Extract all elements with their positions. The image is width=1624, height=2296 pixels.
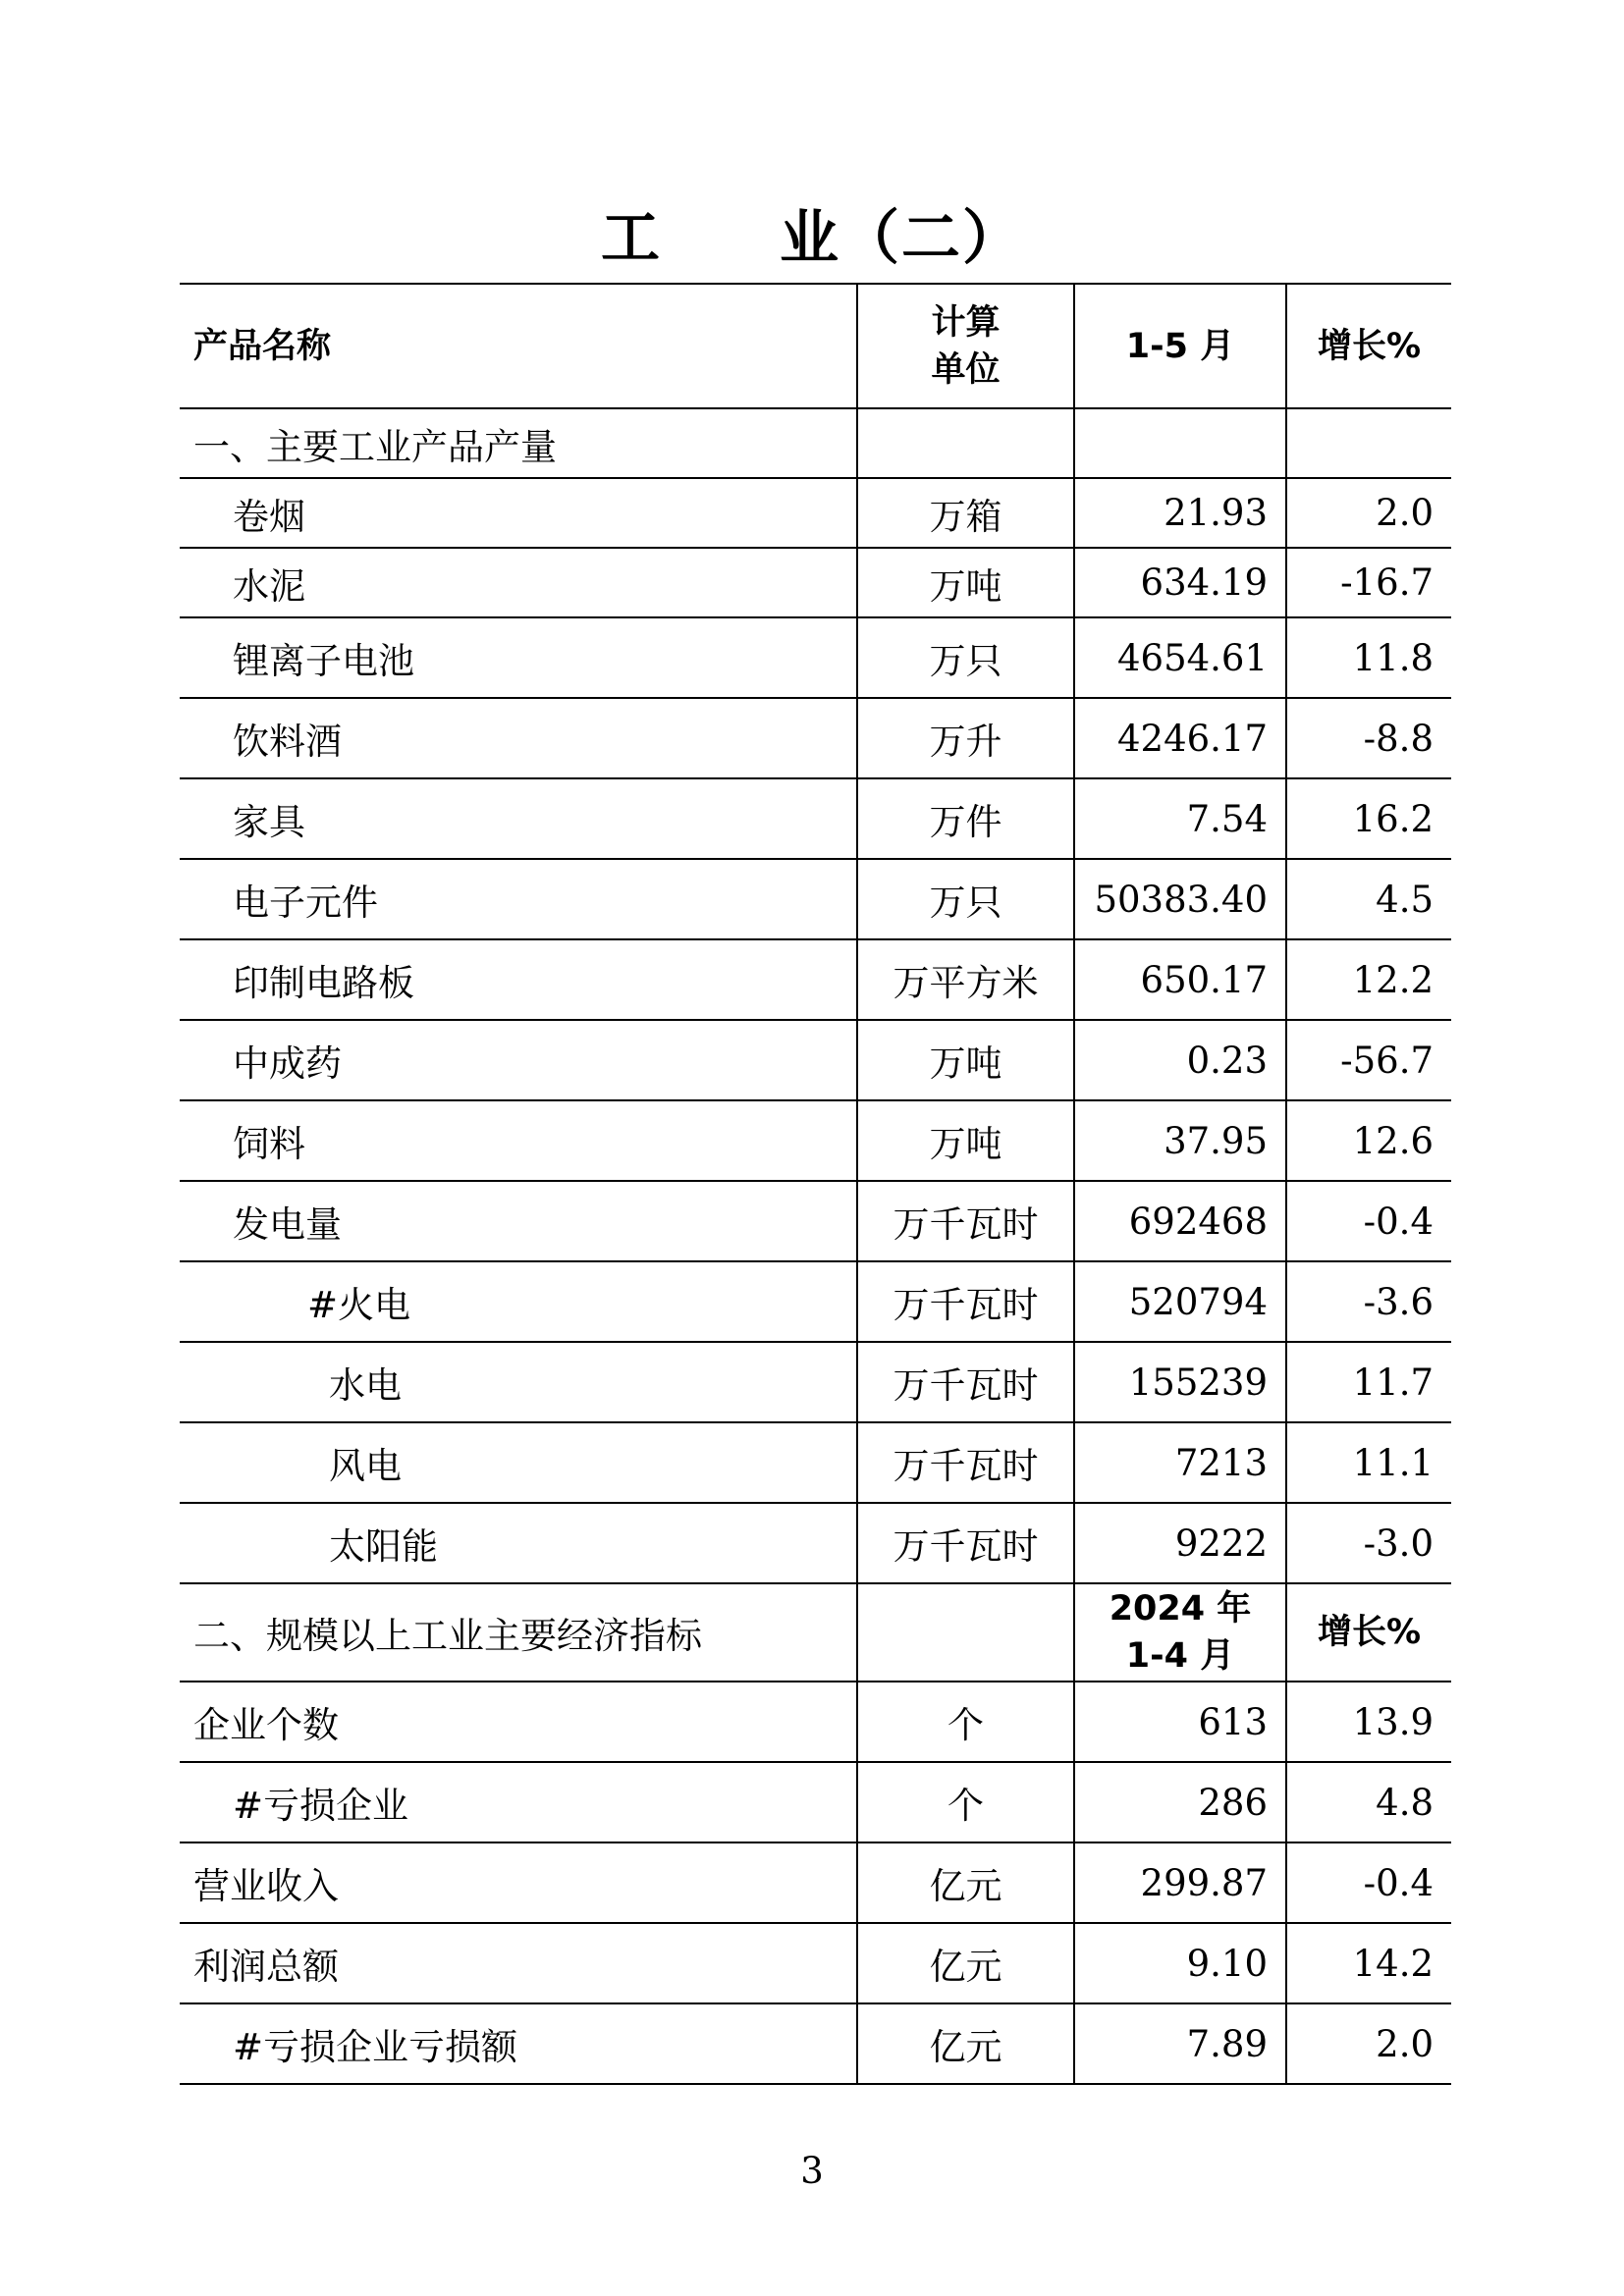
table-row [180, 2003, 1451, 2084]
product-growth: 11.7 [1286, 1342, 1451, 1422]
table-row [180, 859, 1451, 939]
product-name: 饲料 [180, 1100, 857, 1181]
table-row [180, 698, 1451, 778]
product-name: 水电 [180, 1342, 857, 1422]
indicator-name: #亏损企业 [180, 1762, 857, 1842]
table-row [180, 778, 1451, 859]
product-unit: 万箱 [857, 478, 1074, 548]
product-unit: 万件 [857, 778, 1074, 859]
table-row [180, 939, 1451, 1020]
table-row [180, 1100, 1451, 1181]
indicator-name: 利润总额 [180, 1923, 857, 2003]
product-unit: 万千瓦时 [857, 1422, 1074, 1503]
product-name: 家具 [180, 778, 857, 859]
product-unit: 万升 [857, 698, 1074, 778]
product-growth: -8.8 [1286, 698, 1451, 778]
table-row [180, 1261, 1451, 1342]
product-value: 37.95 [1074, 1100, 1286, 1181]
product-name: 中成药 [180, 1020, 857, 1100]
product-value: 4654.61 [1074, 617, 1286, 698]
indicator-unit: 亿元 [857, 2003, 1074, 2084]
indicator-growth: -0.4 [1286, 1842, 1451, 1923]
table-row [180, 617, 1451, 698]
table-row [180, 478, 1451, 548]
product-value: 4246.17 [1074, 698, 1286, 778]
page-title [0, 194, 1624, 283]
indicator-unit: 亿元 [857, 1842, 1074, 1923]
product-value: 692468 [1074, 1181, 1286, 1261]
product-value: 7213 [1074, 1422, 1286, 1503]
table-row [180, 1020, 1451, 1100]
product-value: 9222 [1074, 1503, 1286, 1583]
section-period-line1: 2024 年 [1109, 1589, 1252, 1629]
product-growth: -56.7 [1286, 1020, 1451, 1100]
table-row [180, 1503, 1451, 1583]
table-row [180, 1762, 1451, 1842]
indicator-growth: 2.0 [1286, 2003, 1451, 2084]
product-unit: 万千瓦时 [857, 1342, 1074, 1422]
header-growth: 增长% [1286, 284, 1451, 408]
table-header-row [180, 284, 1451, 408]
product-growth: 11.1 [1286, 1422, 1451, 1503]
page-title-part1: 工 [601, 204, 662, 273]
industry-statistics-table [180, 283, 1451, 2085]
product-unit: 万平方米 [857, 939, 1074, 1020]
product-value: 520794 [1074, 1261, 1286, 1342]
page-number: 3 [800, 2150, 824, 2192]
product-unit: 万只 [857, 617, 1074, 698]
product-unit: 万吨 [857, 1100, 1074, 1181]
indicator-growth: 13.9 [1286, 1682, 1451, 1762]
product-value: 155239 [1074, 1342, 1286, 1422]
section-row-indicators [180, 1583, 1451, 1682]
indicator-name: #亏损企业亏损额 [180, 2003, 857, 2084]
product-value: 0.23 [1074, 1020, 1286, 1100]
section-growth-header: 增长% [1286, 1583, 1451, 1682]
product-growth: -16.7 [1286, 548, 1451, 617]
header-unit [857, 284, 1074, 408]
product-unit: 万千瓦时 [857, 1503, 1074, 1583]
table-row [180, 1181, 1451, 1261]
product-name: 卷烟 [180, 478, 857, 548]
product-name: 水泥 [180, 548, 857, 617]
product-growth: 4.5 [1286, 859, 1451, 939]
product-value: 50383.40 [1074, 859, 1286, 939]
product-unit: 万千瓦时 [857, 1261, 1074, 1342]
product-name: 印制电路板 [180, 939, 857, 1020]
product-value: 7.54 [1074, 778, 1286, 859]
product-unit: 万吨 [857, 1020, 1074, 1100]
indicator-growth: 14.2 [1286, 1923, 1451, 2003]
product-name: #火电 [180, 1261, 857, 1342]
product-value: 650.17 [1074, 939, 1286, 1020]
section-label: 一、主要工业产品产量 [180, 408, 857, 478]
product-growth: 11.8 [1286, 617, 1451, 698]
section-period [1074, 1583, 1286, 1682]
indicator-value: 613 [1074, 1682, 1286, 1762]
indicator-name: 企业个数 [180, 1682, 857, 1762]
header-product-name: 产品名称 [180, 284, 857, 408]
product-name: 发电量 [180, 1181, 857, 1261]
table-row [180, 1682, 1451, 1762]
section-period-line2: 1-4 月 [1125, 1636, 1235, 1676]
product-growth: 16.2 [1286, 778, 1451, 859]
product-unit: 万千瓦时 [857, 1181, 1074, 1261]
section-row-products [180, 408, 1451, 478]
indicator-value: 299.87 [1074, 1842, 1286, 1923]
table-row [180, 1342, 1451, 1422]
header-unit-line1: 计算 [931, 302, 1001, 343]
page-title-part2: 业（二） [780, 204, 1023, 273]
product-name: 风电 [180, 1422, 857, 1503]
indicator-value: 7.89 [1074, 2003, 1286, 2084]
indicator-growth: 4.8 [1286, 1762, 1451, 1842]
table-row [180, 1923, 1451, 2003]
product-name: 锂离子电池 [180, 617, 857, 698]
product-growth: 2.0 [1286, 478, 1451, 548]
product-growth: -0.4 [1286, 1181, 1451, 1261]
indicator-value: 9.10 [1074, 1923, 1286, 2003]
product-growth: -3.0 [1286, 1503, 1451, 1583]
indicator-unit: 个 [857, 1682, 1074, 1762]
product-growth: 12.6 [1286, 1100, 1451, 1181]
product-unit: 万只 [857, 859, 1074, 939]
indicator-name: 营业收入 [180, 1842, 857, 1923]
section-label: 二、规模以上工业主要经济指标 [180, 1583, 857, 1682]
indicator-unit: 个 [857, 1762, 1074, 1842]
indicator-unit: 亿元 [857, 1923, 1074, 2003]
header-period: 1-5 月 [1074, 284, 1286, 408]
product-unit: 万吨 [857, 548, 1074, 617]
header-unit-line2: 单位 [931, 349, 1001, 390]
indicator-value: 286 [1074, 1762, 1286, 1842]
product-name: 电子元件 [180, 859, 857, 939]
product-growth: -3.6 [1286, 1261, 1451, 1342]
product-value: 21.93 [1074, 478, 1286, 548]
product-name: 饮料酒 [180, 698, 857, 778]
product-value: 634.19 [1074, 548, 1286, 617]
product-growth: 12.2 [1286, 939, 1451, 1020]
product-name: 太阳能 [180, 1503, 857, 1583]
table-row [180, 1842, 1451, 1923]
table-row [180, 1422, 1451, 1503]
table-row [180, 548, 1451, 617]
